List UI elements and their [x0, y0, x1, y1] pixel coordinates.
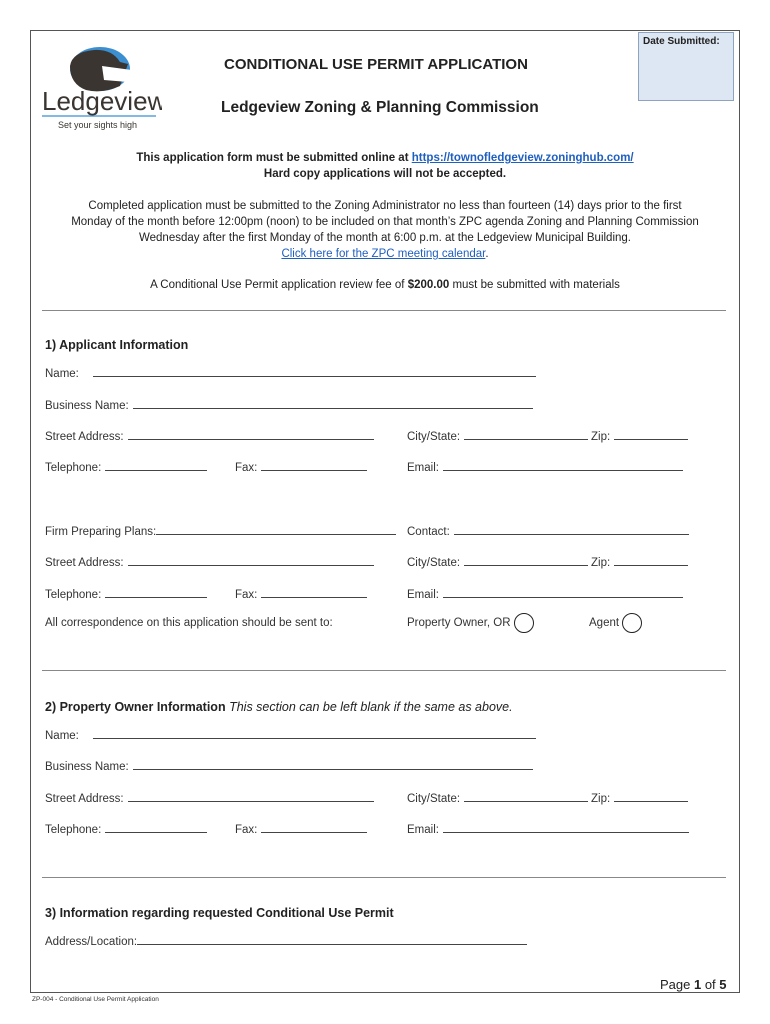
owner-fax-field[interactable]: Fax: — [235, 821, 367, 836]
applicant-business-name-field[interactable]: Business Name: — [45, 397, 533, 412]
applicant-name-field[interactable]: Name: — [45, 365, 536, 380]
intro-paragraph-line-1: Completed application must be submitted to the Zoning Administrator no less than fourteen (14) days prior to the first — [88, 200, 682, 212]
cup-address-location-field[interactable]: Address/Location: — [45, 933, 527, 948]
property-owner-option[interactable] — [407, 613, 534, 633]
date-submitted-box[interactable] — [638, 32, 734, 101]
intro-paragraph-line-3: Wednesday after the first Monday of the month at 6:00 p.m. at the Ledgeview Municipal Building. — [138, 232, 631, 244]
date-submitted-label: Date Submitted: — [643, 36, 720, 47]
applicant-telephone-field[interactable]: Telephone: — [45, 459, 207, 474]
owner-name-field[interactable]: Name: — [45, 727, 536, 742]
online-submission-line: This application form must be submitted online at https://townofledgeview.zoninghub.com/ — [136, 152, 634, 164]
firm-zip-field[interactable]: Zip: — [591, 554, 688, 569]
owner-zip-field[interactable]: Zip: — [591, 790, 688, 805]
owner-email-field[interactable]: Email: — [407, 821, 689, 836]
applicant-fax-field[interactable]: Fax: — [235, 459, 367, 474]
firm-telephone-field[interactable]: Telephone: — [45, 586, 207, 601]
applicant-street-address-field[interactable]: Street Address: — [45, 428, 374, 443]
firm-city-state-field[interactable]: City/State: — [407, 554, 588, 569]
applicant-zip-field[interactable]: Zip: — [591, 428, 688, 443]
owner-city-state-field[interactable]: City/State: — [407, 790, 588, 805]
logo-tagline: Set your sights high — [58, 120, 138, 130]
firm-fax-field[interactable]: Fax: — [235, 586, 367, 601]
zpc-calendar-link[interactable]: Click here for the ZPC meeting calendar — [281, 248, 486, 260]
property-owner-label: Property Owner, OR — [407, 617, 511, 630]
firm-email-field[interactable]: Email: — [407, 586, 683, 601]
logo-wordmark: Ledgeview — [42, 86, 162, 116]
owner-telephone-field[interactable]: Telephone: — [45, 821, 207, 836]
intro-paragraph-line-2: Monday of the month before 12:00pm (noon) to be included on that month’s ZPC agenda Zoning and Planning Commission — [71, 216, 699, 228]
form-subtitle: Ledgeview Zoning & Planning Commission — [221, 99, 539, 116]
page-number: Page 1 of 5 — [660, 977, 727, 992]
applicant-email-field[interactable]: Email: — [407, 459, 683, 474]
firm-street-address-field[interactable]: Street Address: — [45, 554, 374, 569]
divider — [42, 670, 726, 671]
ledgeview-logo — [42, 44, 162, 134]
agent-option[interactable] — [589, 613, 642, 633]
agent-label: Agent — [589, 617, 620, 630]
section-3-title: 3) Information regarding requested Conditional Use Permit — [45, 906, 394, 920]
property-owner-radio[interactable] — [514, 613, 534, 633]
correspondence-label: All correspondence on this application should be sent to: — [45, 617, 333, 629]
owner-street-address-field[interactable]: Street Address: — [45, 790, 374, 805]
fee-line: A Conditional Use Permit application review fee of $200.00 must be submitted with materials — [150, 279, 620, 291]
section-1-title: 1) Applicant Information — [45, 338, 189, 352]
zoninghub-link[interactable]: https://townofledgeview.zoninghub.com/ — [411, 152, 634, 164]
form-title: CONDITIONAL USE PERMIT APPLICATION — [224, 56, 528, 73]
agent-radio[interactable] — [622, 613, 642, 633]
owner-business-name-field[interactable]: Business Name: — [45, 758, 533, 773]
firm-contact-field[interactable]: Contact: — [407, 523, 689, 538]
document-code: ZP-004 - Conditional Use Permit Application — [32, 996, 159, 1003]
calendar-line: Click here for the ZPC meeting calendar. — [281, 248, 489, 260]
hardcopy-note: Hard copy applications will not be accepted. — [263, 168, 507, 180]
divider — [42, 310, 726, 311]
divider — [42, 877, 726, 878]
section-2-note: This section can be left blank if the same as above. — [229, 700, 513, 714]
fee-amount: $200.00 — [407, 279, 450, 291]
applicant-city-state-field[interactable]: City/State: — [407, 428, 588, 443]
firm-preparing-plans-field[interactable]: Firm Preparing Plans: — [45, 523, 396, 538]
section-2-title: 2) Property Owner Information This section can be left blank if the same as above. — [45, 700, 513, 714]
